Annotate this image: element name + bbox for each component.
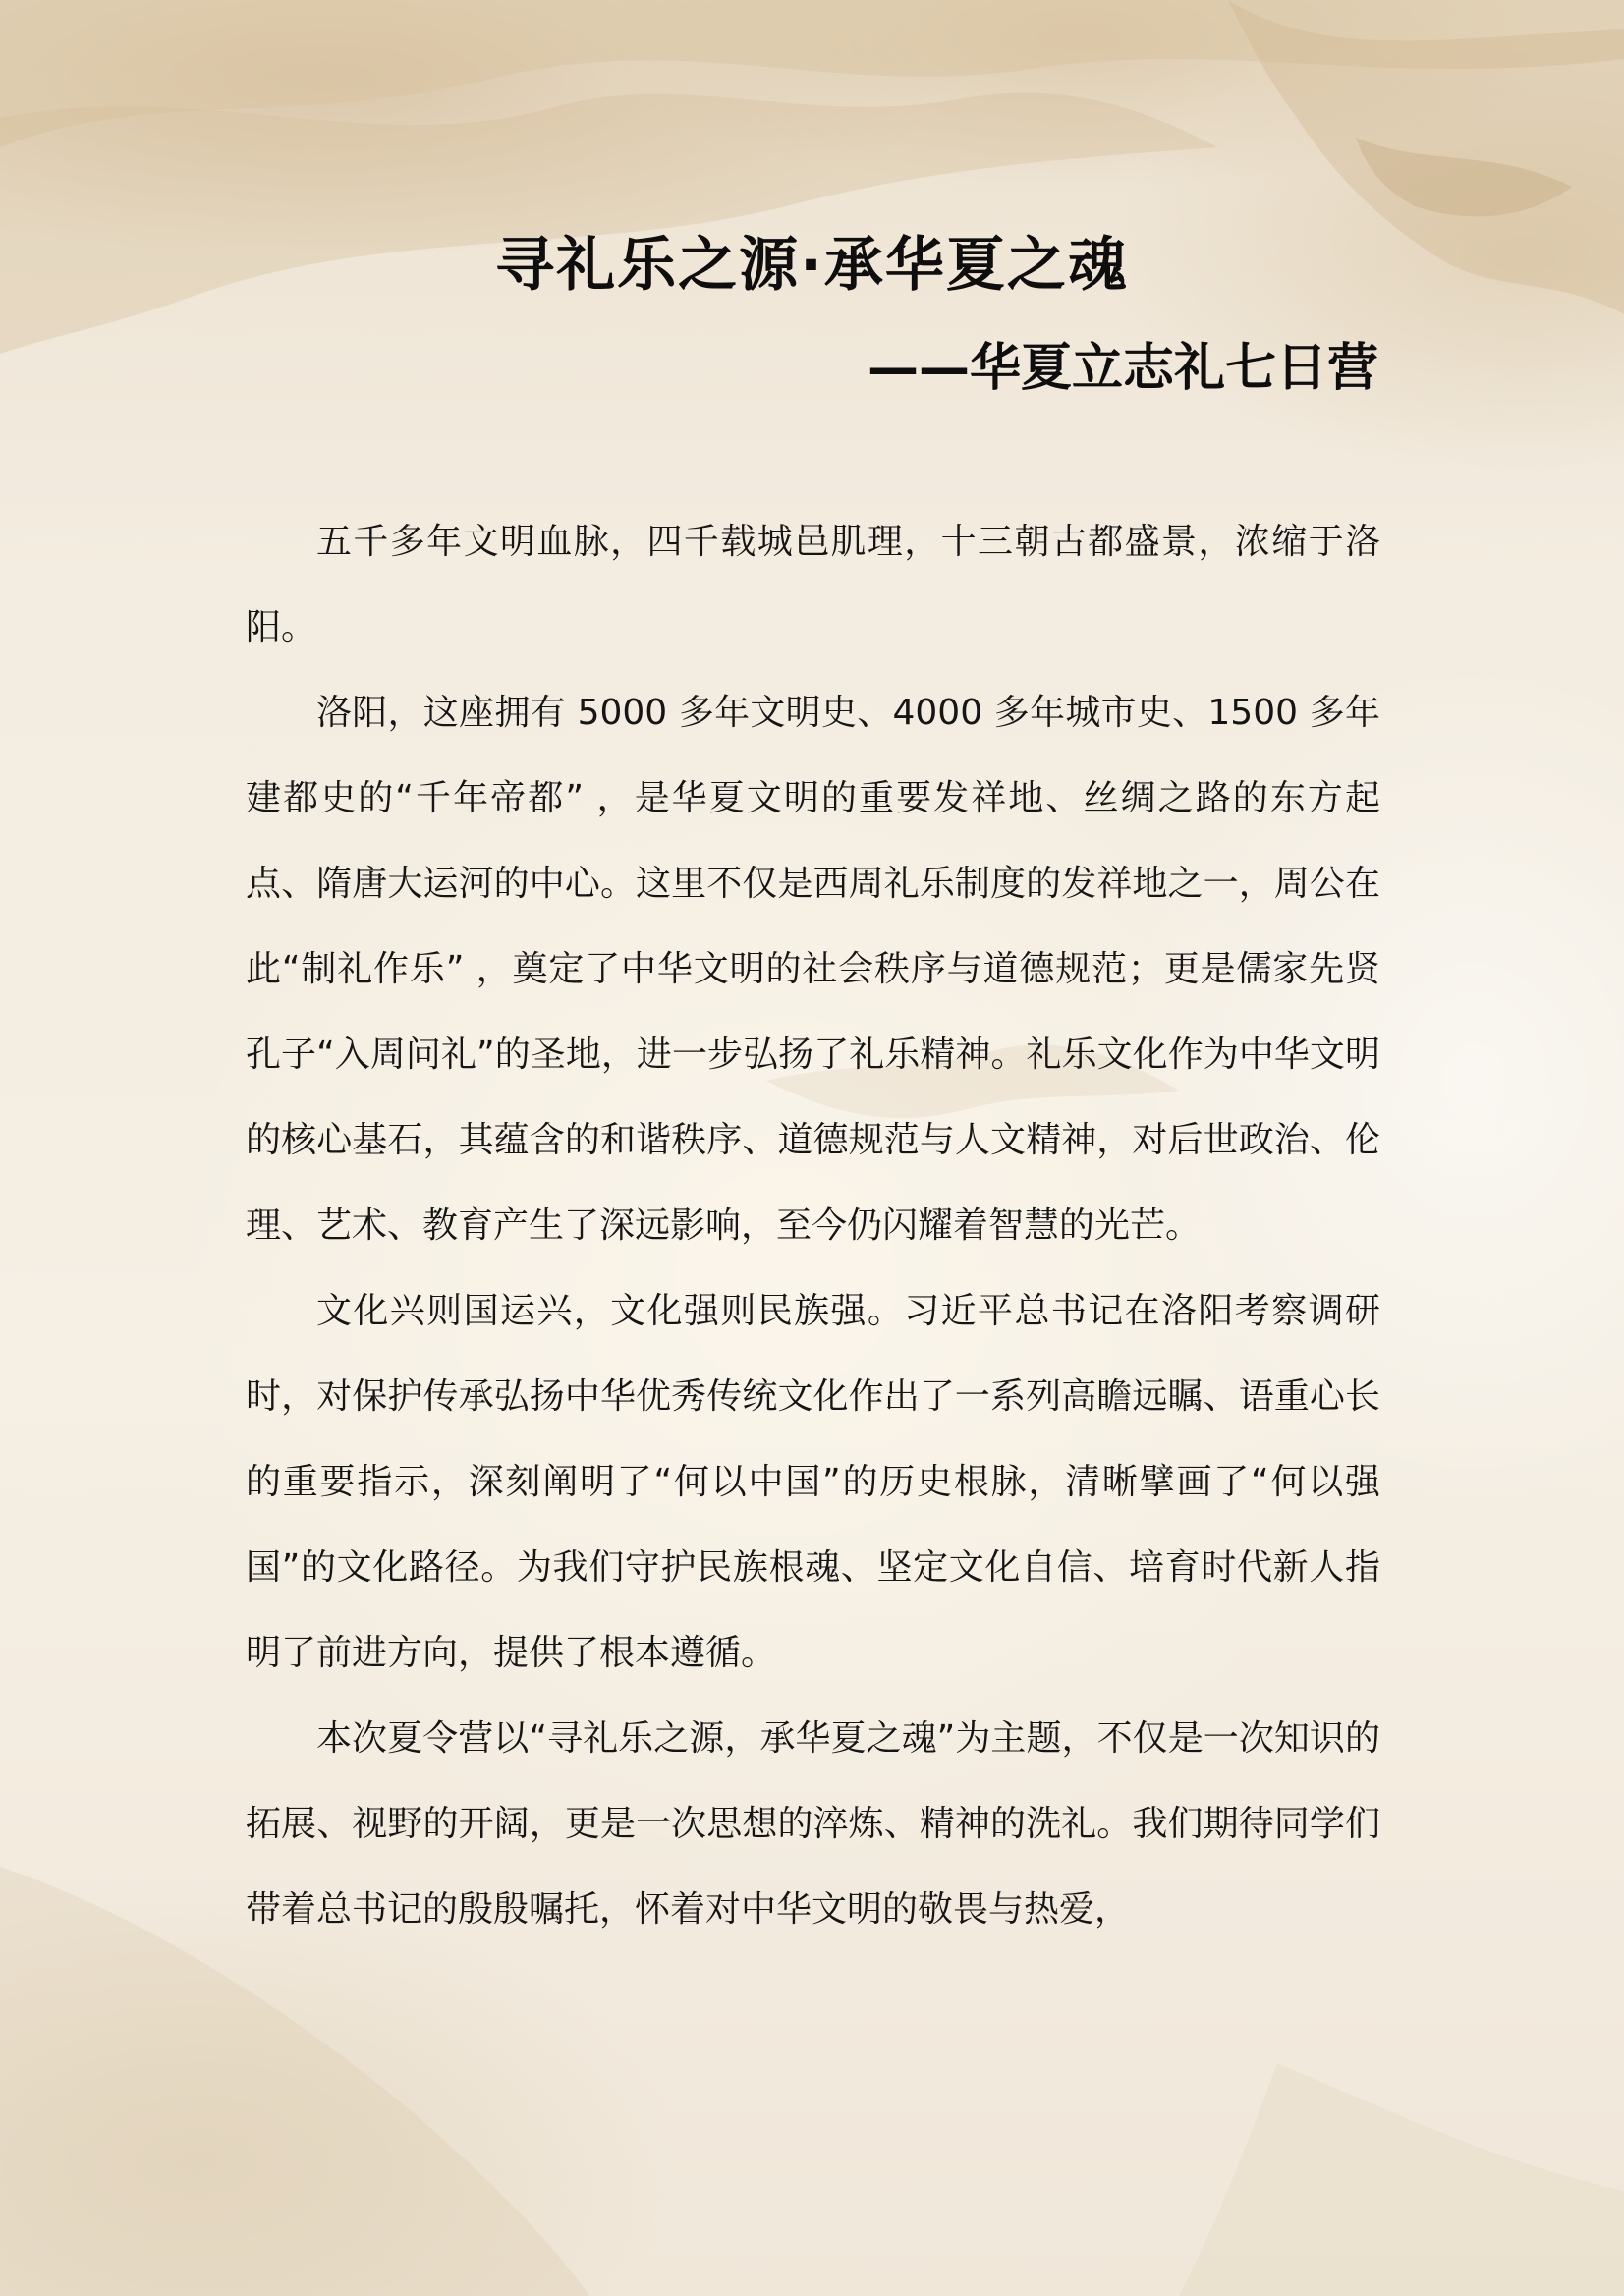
paragraph-3: 文化兴则国运兴，文化强则民族强。习近平总书记在洛阳考察调研时，对保护传承弘扬中华优秀传统文化作出了一系列高瞻远瞩、语重心长的重要指示，深刻阐明了“何以中国”的历史根脉，清晰擘画了“何以强国”的文化路径。为我们守护民族根魂、坚定文化自信、培育时代新人指明了前进方向，提供了根本遵循。 (246, 1291, 1380, 1673)
paragraph-4: 本次夏令营以“寻礼乐之源，承华夏之魂”为主题，不仅是一次知识的拓展、视野的开阔，更是一次思想的淬炼、精神的洗礼。我们期待同学们带着总书记的殷殷嘱托，怀着对中华文明的敬畏与热爱， (246, 1718, 1380, 1930)
document-body (246, 499, 1380, 1952)
document-subtitle: ——华夏立志礼七日营 (867, 339, 1378, 398)
paragraph-2: 洛阳，这座拥有 5000 多年文明史、4000 多年城市史、1500 多年建都史的“千年帝都” ，是华夏文明的重要发祥地、丝绸之路的东方起点、隋唐大运河的中心。这里不仅是西周礼乐制度的发祥地之一，周公在此“制礼作乐” ，奠定了中华文明的社会秩序与道德规范；更是儒家先贤孔子“入周问礼”的圣地，进一步弘扬了礼乐精神。礼乐文化作为中华文明的核心基石，其蕴含的和谐秩序、道德规范与人文精神，对后世政治、伦理、艺术、教育产生了深远影响，至今仍闪耀着智慧的光芒。 (246, 693, 1380, 1246)
document-title: 寻礼乐之源·承华夏之魂 (495, 231, 1129, 300)
paragraph-1: 五千多年文明血脉，四千载城邑肌理，十三朝古都盛景，浓缩于洛阳。 (246, 522, 1380, 647)
